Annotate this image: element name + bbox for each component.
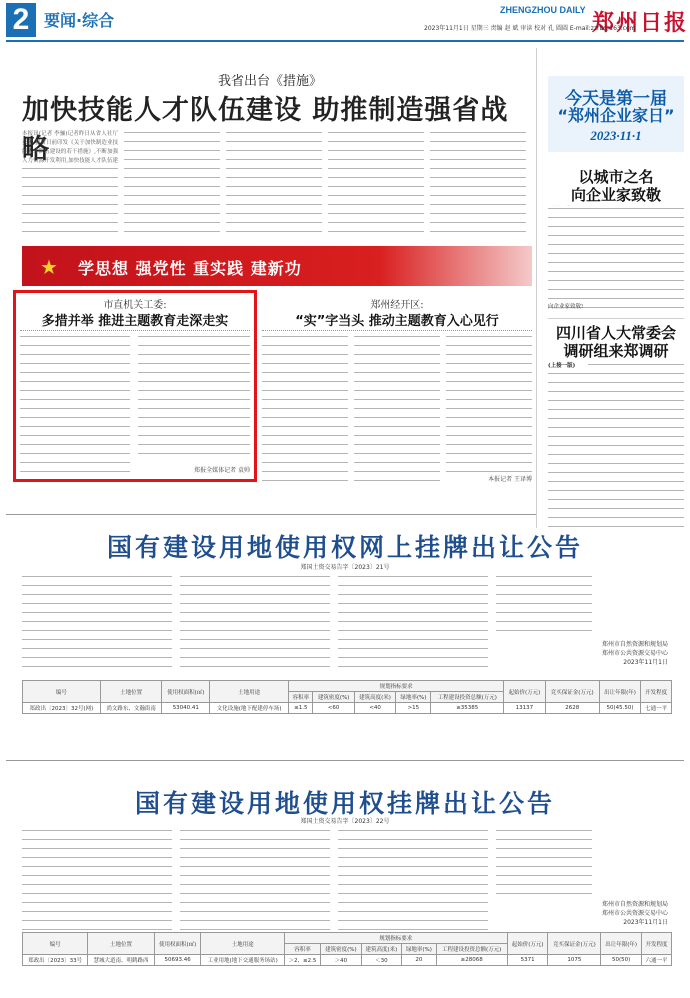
notice-2-signature — [496, 900, 668, 927]
issue-info: 2023年11月1日 星期三 责编 赵 斌 审读 校对 孔 圆圆 E-mail:zzrb@163.com — [424, 25, 636, 32]
notice-1-top-rule — [6, 514, 536, 515]
notice-1-th-8: 工程建设投资总额(万元) — [431, 692, 504, 703]
notice-1-table-wrap — [22, 680, 672, 714]
side-2-headline-1: 四川省人大常委会 — [555, 324, 676, 342]
notice-1-th-6: 建筑高度(米) — [354, 692, 396, 703]
notice-1-th-9: 起始价(万元) — [504, 681, 546, 703]
study-2-column-3 — [446, 334, 532, 472]
study-2-column-1 — [262, 334, 348, 482]
side-1-headline-1: 以城市之名 — [578, 168, 654, 186]
notice-1-issuer-1: 郑州市自然资源和规划局 — [601, 641, 668, 648]
notice-2-cell-0: 郑政出〔2023〕33号 — [23, 955, 88, 966]
lead-column-3 — [226, 130, 322, 238]
paper-logo: 郑州日报 — [592, 10, 689, 36]
study-2-column-2 — [354, 334, 440, 482]
notice-2-th-group: 规划指标要求 — [284, 933, 507, 944]
study-1-divider — [20, 330, 250, 331]
notice-1-th-3: 土地用途 — [210, 681, 289, 703]
notice-2-column-3 — [338, 828, 488, 932]
notice-2-issuer-1: 郑州市自然资源和规划局 — [601, 901, 668, 908]
notice-2-cell-1: 慧城大道南、明鹤路西 — [88, 955, 154, 966]
notice-1-cell-2: 53040.41 — [162, 703, 210, 714]
notice-2-number: 郑国土资交易告字〔2023〕22号 — [300, 818, 390, 825]
notice-1-column-1 — [22, 574, 172, 674]
page-number: 2 — [6, 3, 36, 37]
notice-1-column-3 — [338, 574, 488, 674]
promo-date: 2023·11·1 — [590, 128, 642, 143]
notice-1-th-group: 规划指标要求 — [289, 681, 504, 692]
notice-1-cell-4: ≤1.5 — [289, 703, 313, 714]
promo-line-2: “郑州企业家日” — [557, 106, 675, 125]
notice-1-th-0: 编号 — [23, 681, 101, 703]
notice-1-cell-7: >15 — [396, 703, 431, 714]
notice-2-title: 国有建设用地使用权挂牌出让公告 — [134, 789, 555, 818]
study-2-author: 本报记者 王译博 — [488, 476, 532, 483]
notice-2-date: 2023年11月1日 — [623, 919, 668, 926]
study-1-author: 郑报全媒体记者 袁帅 — [194, 467, 250, 474]
notice-1-cell-8: ≥35385 — [431, 703, 504, 714]
study-1-column-2 — [138, 334, 250, 462]
notice-2-th-4: 容积率 — [284, 944, 320, 955]
notice-1-column-4 — [496, 574, 592, 632]
notice-1-th-2: 使用权面积(㎡) — [162, 681, 210, 703]
notice-2-cell-3: 工业用地(地下交通服务场站) — [201, 955, 284, 966]
notice-2-table — [22, 932, 672, 966]
notice-2-cell-9: 5371 — [507, 955, 548, 966]
study-1-kicker: 市直机关工委: — [103, 300, 167, 311]
lead-column-2 — [124, 130, 220, 238]
side-2-body — [548, 362, 684, 528]
section-title: 要闻·综合 — [44, 11, 115, 30]
study-2-divider — [262, 330, 532, 331]
notice-1-cell-3: 文化设施(地下配建停车场) — [210, 703, 289, 714]
promo-line-1: 今天是第一届 — [565, 89, 667, 109]
notice-2-cell-2: 50693.46 — [154, 955, 201, 966]
table-row — [23, 955, 672, 966]
notice-2-th-8: 工程建设投资总额(万元) — [436, 944, 507, 955]
notice-1-cell-12: 七通一平 — [641, 703, 672, 714]
notice-1-cell-1: 尚文路东、文瀚街南 — [100, 703, 162, 714]
notice-2-th-6: 建筑高度(米) — [361, 944, 402, 955]
notice-2-cell-5: ＞40 — [321, 955, 361, 966]
study-2-kicker: 郑州经开区: — [370, 300, 424, 311]
lead-column-1 — [22, 166, 118, 238]
side-1-headline-2: 向企业家致敬 — [570, 186, 661, 204]
notice-2-cell-11: 50(50) — [601, 955, 642, 966]
notice-2-cell-10: 1075 — [548, 955, 601, 966]
lead-intro: 本报讯(记者 李骊)记者昨日从省人社厅获悉,我省日前印发《关于加快制造业技能人才队伍建设的若干措施》,不断加强人力资源开发利用,加快技能人才队伍建 — [22, 131, 118, 164]
notice-1-th-4: 容积率 — [289, 692, 313, 703]
notice-2-cell-4: ＞2、≤2.5 — [284, 955, 320, 966]
study-1-column-1 — [20, 334, 130, 472]
notice-2-th-0: 编号 — [23, 933, 88, 955]
study-1-headline: 多措并举 推进主题教育走深走实 — [41, 314, 229, 329]
notice-1-signature — [496, 640, 668, 667]
side-1-body — [548, 206, 684, 310]
notice-1-cell-5: <60 — [313, 703, 354, 714]
notice-1-cell-9: 13137 — [504, 703, 546, 714]
notice-2-column-1 — [22, 828, 172, 932]
notice-1-th-10: 竞买保证金(万元) — [545, 681, 599, 703]
paper-name-en: ZHENGZHOU DAILY — [500, 5, 586, 15]
notice-1-th-1: 土地位置 — [100, 681, 162, 703]
notice-1-th-5: 建筑密度(%) — [313, 692, 354, 703]
notice-2-column-4 — [496, 828, 592, 894]
lead-headline: 加快技能人才队伍建设 助推制造强省战略 — [22, 95, 509, 165]
notice-2-cell-6: ＜30 — [361, 955, 402, 966]
notice-1-column-2 — [180, 574, 330, 674]
notice-2-cell-8: ≥28068 — [436, 955, 507, 966]
notice-2-th-1: 土地位置 — [88, 933, 154, 955]
notice-2-th-9: 起始价(万元) — [507, 933, 548, 955]
table-row — [23, 703, 672, 714]
side-2-headline-2: 调研组来郑调研 — [563, 342, 669, 360]
notice-2-th-7: 绿地率(%) — [402, 944, 436, 955]
party-emblem-icon: ★ — [40, 255, 58, 279]
lead-column-4 — [328, 130, 424, 238]
notice-1-title: 国有建设用地使用权网上挂牌出让公告 — [106, 533, 583, 562]
notice-1-cell-6: <40 — [354, 703, 396, 714]
notice-1-issuer-2: 郑州市公共资源交易中心 — [601, 650, 668, 657]
notice-2-table-wrap — [22, 932, 672, 966]
notice-2-th-3: 土地用途 — [201, 933, 284, 955]
notice-1-th-12: 开发程度 — [641, 681, 672, 703]
notice-1-table — [22, 680, 672, 714]
notice-1-date: 2023年11月1日 — [623, 659, 668, 666]
notice-2-cell-12: 六通一平 — [642, 955, 672, 966]
notice-2-th-5: 建筑密度(%) — [321, 944, 361, 955]
notice-2-th-10: 竞买保证金(万元) — [548, 933, 601, 955]
header-rule — [6, 40, 684, 42]
notice-2-column-2 — [180, 828, 330, 932]
notice-1-number: 郑国土资交易告字〔2023〕21号 — [300, 564, 390, 571]
side-2-lead: (上接一版) — [548, 362, 588, 371]
side-1-closing: 向企业家致敬! — [548, 304, 584, 310]
banner-text: 学思想 强党性 重实践 建新功 — [78, 259, 302, 278]
notice-2-cell-7: 20 — [402, 955, 436, 966]
notice-2-th-2: 使用权面积(㎡) — [154, 933, 201, 955]
notice-1-cell-0: 郑政出〔2023〕32号(网) — [23, 703, 101, 714]
notice-1-th-7: 绿地率(%) — [396, 692, 431, 703]
lead-column-5 — [430, 130, 526, 238]
notice-2-issuer-2: 郑州市公共资源交易中心 — [601, 910, 668, 917]
lead-kicker: 我省出台《措施》 — [217, 74, 322, 89]
notice-1-cell-10: 2628 — [545, 703, 599, 714]
notice-1-th-11: 出让年限(年) — [599, 681, 641, 703]
side-divider — [548, 318, 684, 319]
study-2-headline: “实”字当头 推动主题教育入心见行 — [295, 314, 499, 329]
notice-2-top-rule — [6, 760, 684, 761]
column-divider — [536, 48, 537, 528]
notice-2-th-12: 开发程度 — [642, 933, 672, 955]
notice-2-th-11: 出让年限(年) — [601, 933, 642, 955]
notice-1-cell-11: 50(45.50) — [599, 703, 641, 714]
